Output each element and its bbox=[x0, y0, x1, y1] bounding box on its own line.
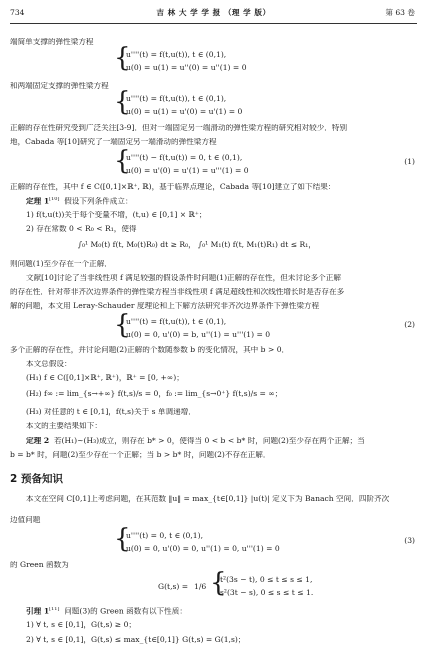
equation-number: (1) bbox=[404, 157, 415, 166]
equation-row: u''''(t) = f(t,u(t)), t ∈ (0,1), bbox=[126, 317, 227, 326]
text-line: 文献[10]讨论了当非线性项 f 满足较强的假设条件时问题(1)正解的存在性，但未讨论多个正解 bbox=[26, 274, 341, 282]
text-line: 多个正解的存在性，并讨论问题(2)正解的个数随参数 b 的变化情况，其中 b > 0． bbox=[10, 346, 290, 354]
text-line: 则问题(1)至少存在一个正解． bbox=[10, 260, 112, 268]
lemma-label: 引理 1 bbox=[26, 607, 50, 616]
equation-row: u(0) = u(1) = u''(0) = u''(1) = 0 bbox=[126, 63, 247, 72]
green-function-cases bbox=[220, 573, 313, 599]
property-1: 1) ∀ t, s ∈ [0,1]，G(t,s) ≥ 0； bbox=[26, 621, 136, 629]
equation-row: u(0) = u'(0) = u'(1) = u'''(1) = 0 bbox=[126, 166, 249, 175]
condition-2: 2) 存在常数 0 < R₀ < R₁，使得 bbox=[26, 225, 137, 233]
text-line: 正解的存在性，其中 f ∈ C([0,1]×ℝ⁺, ℝ)，基于临界点理论，Cabada 等[10]建立了如下结果： bbox=[10, 183, 336, 191]
property-2: 2) ∀ t, s ∈ [0,1]，G(t,s) ≤ max_{t∈[0,1]} G(t,s) = G(1,s)； bbox=[26, 636, 246, 644]
green-function-factor: 1/6 bbox=[194, 582, 207, 591]
equation-row: u''''(t) = f(t,u(t)), t ∈ (0,1), bbox=[126, 94, 227, 103]
theorem-2 bbox=[26, 437, 417, 445]
equation-brace: { bbox=[210, 568, 227, 598]
equation-row: u''''(t) = f(t,u(t)), t ∈ (0,1), bbox=[126, 50, 227, 59]
equation-system-problem-2 bbox=[126, 315, 270, 341]
hypothesis-h3: (H₃) 对任意的 t ∈ [0,1]，f(t,s)关于 s 单调递增． bbox=[26, 408, 196, 416]
equation-number: (2) bbox=[404, 320, 415, 329]
lemma-text: 问题(3)的 Green 函数有以下性质： bbox=[64, 607, 187, 616]
condition-1: 1) f(t,u(t))关于每个变量不增，(t,u) ∈ [0,1] × ℝ⁺； bbox=[26, 211, 207, 219]
theorem-label: 定理 2 bbox=[26, 437, 50, 445]
equation-brace: { bbox=[114, 87, 131, 117]
equation-brace: { bbox=[114, 310, 131, 340]
section-heading: 2 预备知识 bbox=[10, 473, 63, 485]
equation-brace: { bbox=[114, 43, 131, 73]
equation-brace: { bbox=[114, 524, 131, 554]
text-line: 地，Cabada 等[10]研究了一端固定另一端滑动的弹性梁方程 bbox=[10, 138, 217, 146]
text-line: 的 Green 函数为 bbox=[10, 561, 69, 569]
text-line: 本文在空间 C[0,1]上考虑问题，在其范数 ‖u‖ = max_{t∈[0,1]} |u(t)| 定义下为 Banach 空间．四阶齐次 bbox=[26, 495, 390, 503]
citation: [10] bbox=[49, 197, 60, 202]
text-line: 本文的主要结果如下： bbox=[26, 422, 102, 430]
equation-row: u(0) = u(1) = u'(0) = u'(1) = 0 bbox=[126, 107, 243, 116]
equation-brace: { bbox=[114, 146, 131, 176]
green-function-lhs: G(t,s) = bbox=[158, 582, 189, 591]
equation-row: u(0) = 0, u'(0) = b, u''(1) = u'''(1) = 0 bbox=[126, 330, 271, 339]
page-number: 734 bbox=[10, 8, 25, 17]
integral-inequality: ∫₀¹ M₀(t) f(t, M₀(t)R₀) dt ≥ R₀， ∫₀¹ M₁(t) f(t, M₁(t)R₁) dt ≤ R₁， bbox=[78, 240, 316, 249]
equation-system-2 bbox=[126, 92, 242, 118]
equation-row: t²(3s − t), 0 ≤ t ≤ s ≤ 1, bbox=[220, 575, 313, 584]
journal-title: 吉 林 大 学 学 报 （理 学 版） bbox=[156, 8, 271, 17]
text-line: 解的问题，本文用 Leray-Schauder 度理论和上下解方法研究非齐次边界条件下弹性梁方程 bbox=[10, 302, 320, 310]
text-line: 本文总假设： bbox=[26, 360, 72, 368]
equation-row: s²(3t − s), 0 ≤ s ≤ t ≤ 1. bbox=[220, 588, 314, 597]
text-line: 的存在性．针对带非齐次边界条件的弹性梁方程当非线性项 f 满足超线性和次线性增长时是否存在多 bbox=[10, 288, 345, 296]
equation-row: u''''(t) − f(t,u(t)) = 0, t ∈ (0,1), bbox=[126, 153, 243, 162]
header-rule bbox=[10, 23, 417, 24]
text-line: 边值问题 bbox=[10, 516, 41, 524]
equation-number: (3) bbox=[404, 536, 415, 545]
theorem-label: 定理 1 bbox=[26, 197, 50, 206]
equation-system-problem-3 bbox=[126, 529, 280, 555]
hypothesis-h1: (H₁) f ∈ C([0,1]×ℝ⁺, ℝ⁺)，ℝ⁺ = [0, +∞)； bbox=[26, 374, 184, 382]
text-line: 和两端固定支撑的弹性梁方程 bbox=[10, 82, 109, 90]
theorem-1 bbox=[26, 197, 417, 205]
equation-system-problem-1 bbox=[126, 151, 249, 177]
text-line: 端简单支撑的弹性梁方程 bbox=[10, 38, 94, 46]
citation: [11] bbox=[49, 607, 60, 612]
equation-row: u(0) = 0, u'(0) = 0, u''(1) = 0, u'''(1) = 0 bbox=[126, 544, 280, 553]
equation-system-1 bbox=[126, 48, 247, 74]
theorem-text: 若(H₁)~(H₃)成立，则存在 b* > 0，使得当 0 < b < b* 时，问题(2)至少存在两个正解；当 bbox=[53, 437, 365, 445]
hypothesis-h2: (H₂) f∞ := lim_{s→+∞} f(t,s)/s = 0，f₀ := lim_{s→0⁺} f(t,s)/s = ∞； bbox=[26, 390, 283, 398]
lemma-1 bbox=[26, 607, 417, 615]
theorem-text: 假设下列条件成立： bbox=[64, 197, 133, 206]
volume-number: 第 63 卷 bbox=[385, 8, 415, 17]
text-line: b = b* 时，问题(2)至少存在一个正解；当 b > b* 时，问题(2)不存在正解． bbox=[10, 451, 271, 459]
equation-row: u''''(t) = 0, t ∈ (0,1), bbox=[126, 531, 203, 540]
text-line: 正解的存在性研究受到广泛关注[3-9]．但对一端固定另一端滑动的弹性梁方程的研究相对较少．特别 bbox=[10, 124, 348, 132]
